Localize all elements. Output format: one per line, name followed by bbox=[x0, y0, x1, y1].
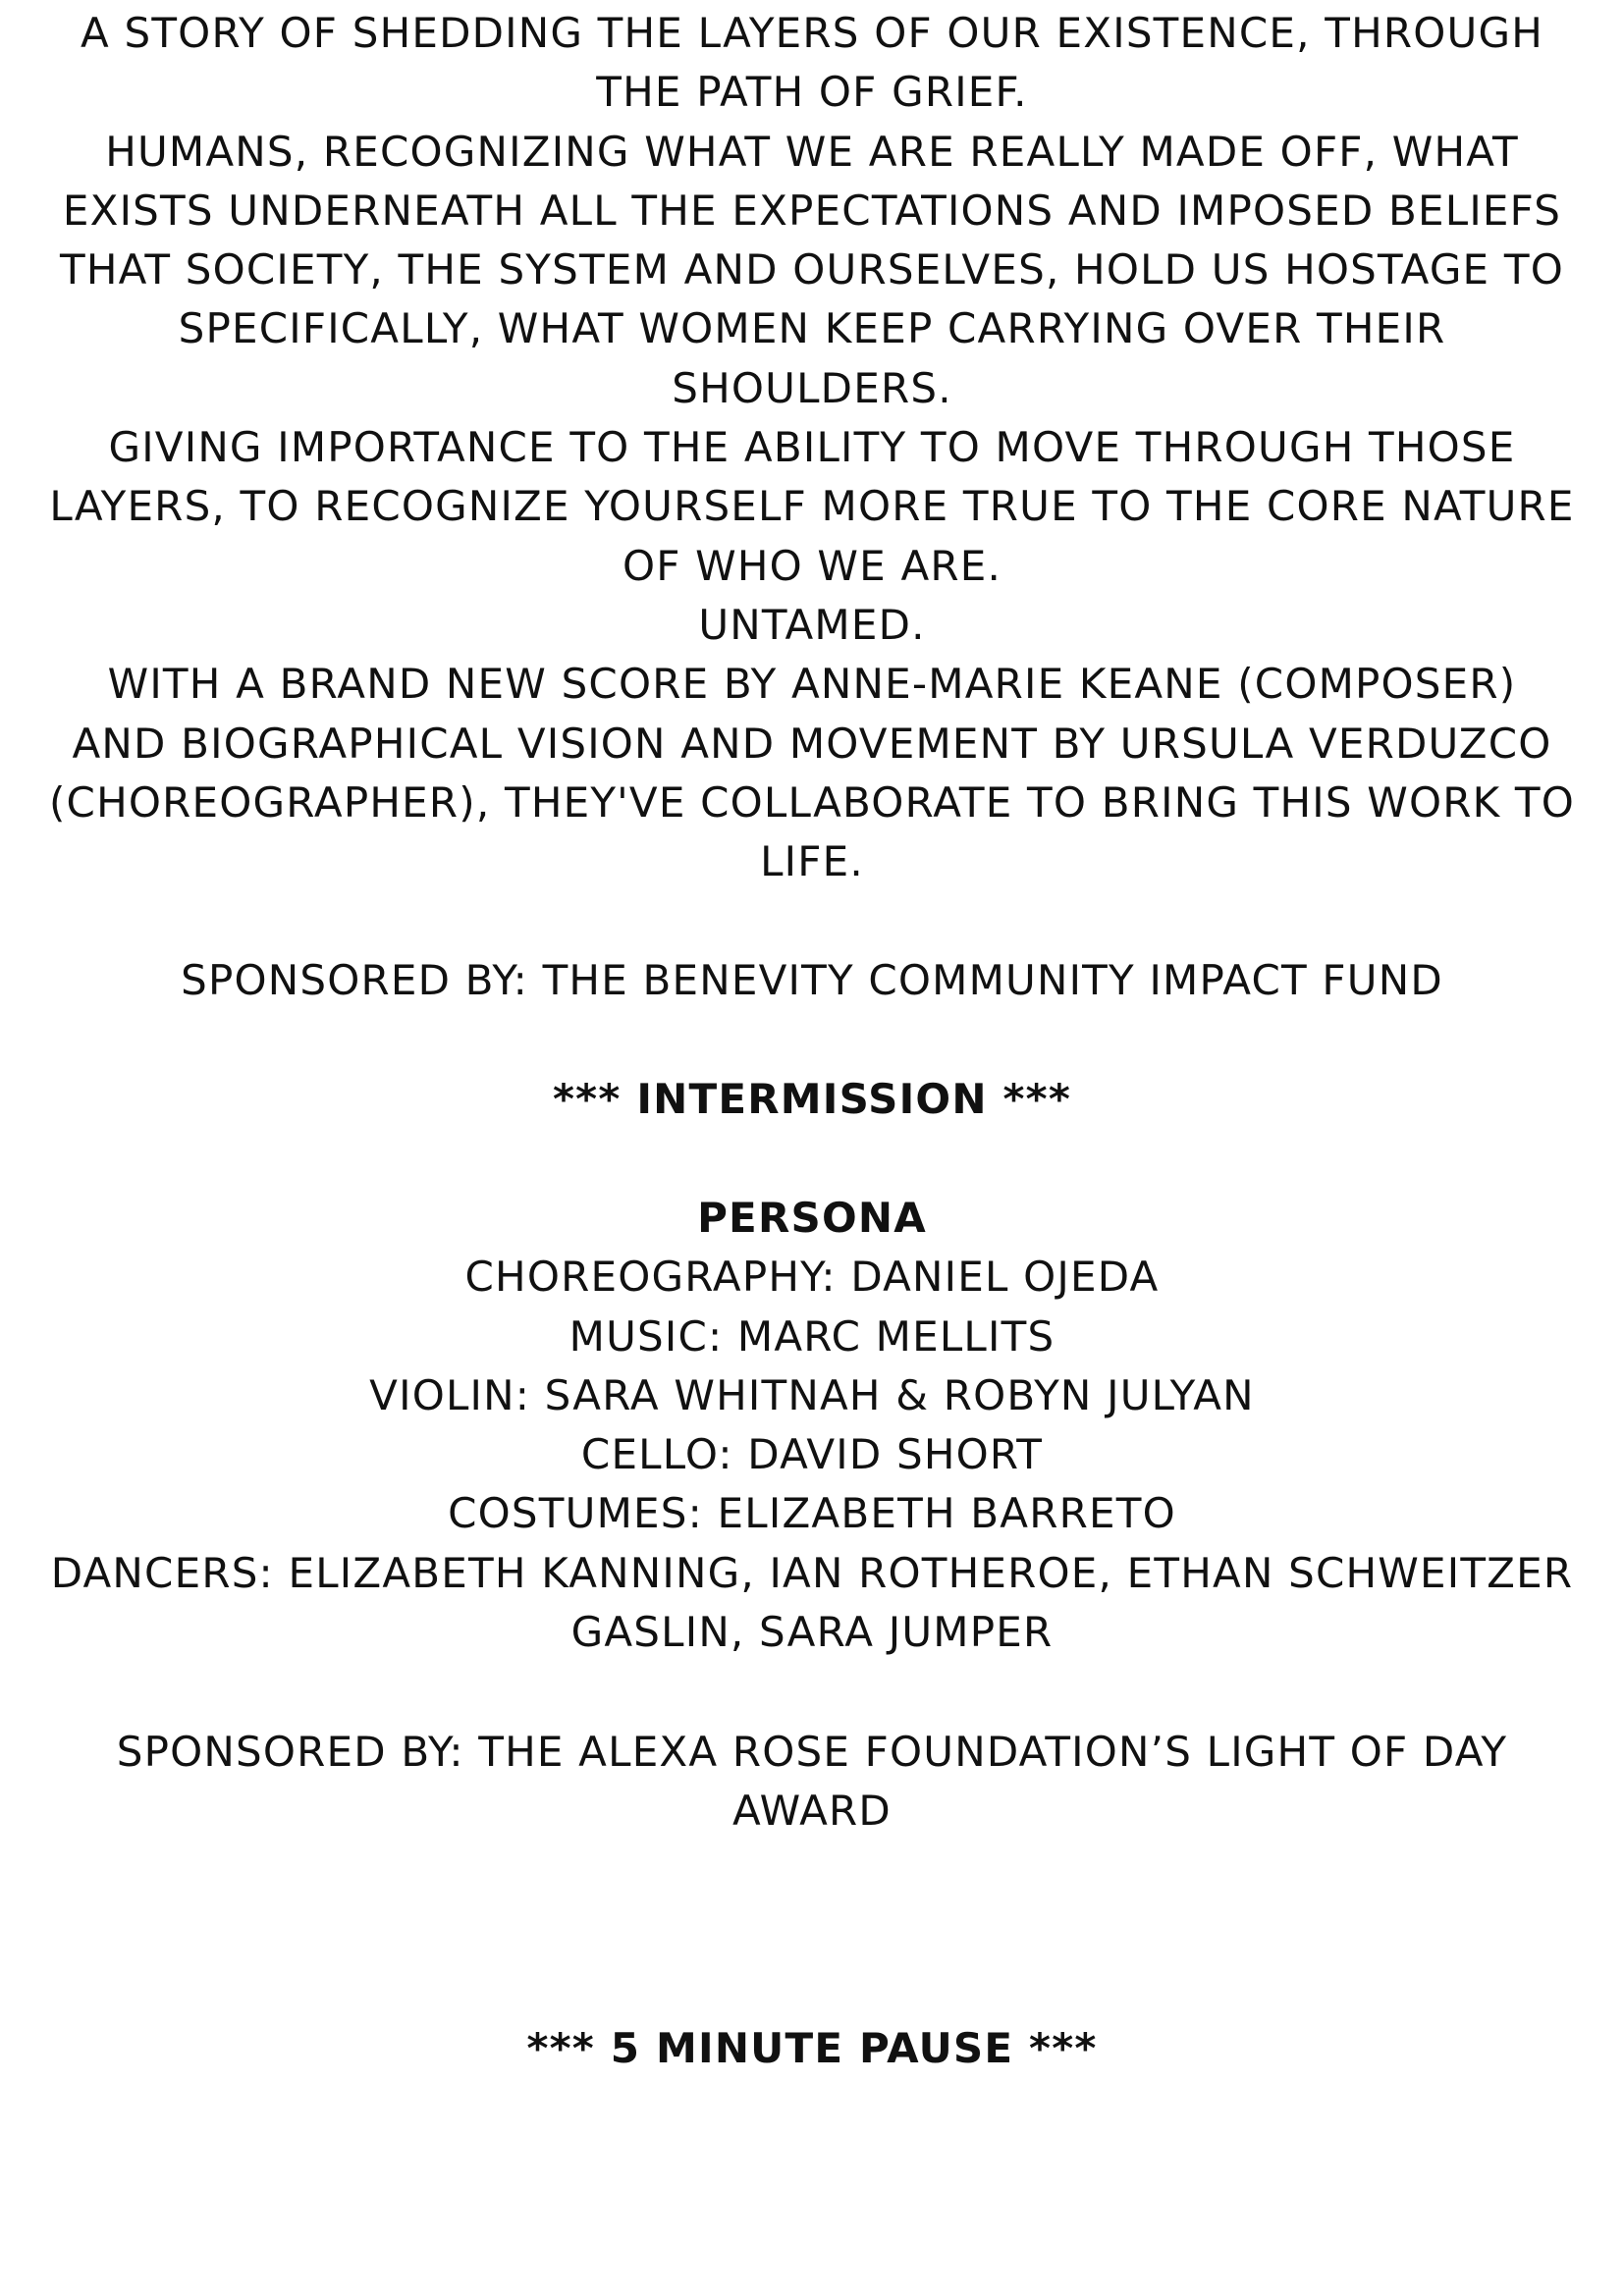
story-line: EXISTS UNDERNEATH ALL THE EXPECTATIONS AND IMPOSED BELIEFS bbox=[62, 186, 1562, 235]
pause-label: *** 5 MINUTE PAUSE *** bbox=[526, 2024, 1098, 2072]
sponsor-line: SPONSORED BY: THE ALEXA ROSE FOUNDATION’S LIGHT OF DAY bbox=[116, 1728, 1508, 1776]
story-line: A STORY OF SHEDDING THE LAYERS OF OUR EXISTENCE, THROUGH bbox=[80, 9, 1543, 57]
story-line: OF WHO WE ARE. bbox=[622, 541, 1002, 590]
story-line: THE PATH OF GRIEF. bbox=[596, 68, 1028, 117]
sponsor-line: SPONSORED BY: THE BENEVITY COMMUNITY IMPACT FUND bbox=[181, 956, 1443, 1004]
credit-line: CELLO: DAVID SHORT bbox=[580, 1430, 1044, 1479]
story-line: AND BIOGRAPHICAL VISION AND MOVEMENT BY URSULA VERDUZCO bbox=[72, 719, 1552, 768]
story-line: UNTAMED. bbox=[698, 600, 926, 649]
story-line: LAYERS, TO RECOGNIZE YOURSELF MORE TRUE TO THE CORE NATURE bbox=[49, 482, 1575, 531]
credit-line: MUSIC: MARC MELLITS bbox=[568, 1311, 1056, 1361]
story-line: WITH A BRAND NEW SCORE BY ANNE-MARIE KEANE (COMPOSER) bbox=[107, 660, 1517, 709]
story-line: LIFE. bbox=[760, 837, 864, 886]
story-line: THAT SOCIETY, THE SYSTEM AND OURSELVES, HOLD US HOSTAGE TO bbox=[60, 245, 1564, 294]
intermission-label: *** INTERMISSION *** bbox=[553, 1075, 1071, 1123]
story-line: SHOULDERS. bbox=[672, 363, 952, 412]
credit-line: VIOLIN: SARA WHITNAH & ROBYN JULYAN bbox=[369, 1370, 1255, 1419]
story-line: (CHOREOGRAPHER), THEY'VE COLLABORATE TO BRING THIS WORK TO bbox=[48, 777, 1576, 827]
persona-title: PERSONA bbox=[697, 1194, 927, 1242]
sponsor-credit-1 bbox=[0, 951, 1624, 1010]
credit-line: GASLIN, SARA JUMPER bbox=[570, 1608, 1054, 1657]
credit-line: CHOREOGRAPHY: DANIEL OJEDA bbox=[464, 1253, 1160, 1302]
sponsor-line: AWARD bbox=[732, 1787, 892, 1836]
story-line: GIVING IMPORTANCE TO THE ABILITY TO MOVE THROUGH THOSE bbox=[108, 423, 1516, 472]
pause-heading bbox=[0, 2019, 1624, 2078]
story-line: HUMANS, RECOGNIZING WHAT WE ARE REALLY MADE OFF, WHAT bbox=[105, 127, 1519, 176]
credit-line: DANCERS: ELIZABETH KANNING, IAN ROTHEROE, ETHAN SCHWEITZER bbox=[50, 1548, 1574, 1597]
story-description bbox=[0, 4, 1624, 891]
credit-line: COSTUMES: ELIZABETH BARRETO bbox=[448, 1489, 1176, 1538]
persona-section bbox=[0, 1189, 1624, 1662]
intermission-heading bbox=[0, 1070, 1624, 1129]
story-line: SPECIFICALLY, WHAT WOMEN KEEP CARRYING OVER THEIR bbox=[178, 304, 1446, 353]
sponsor-credit-2 bbox=[0, 1723, 1624, 1842]
